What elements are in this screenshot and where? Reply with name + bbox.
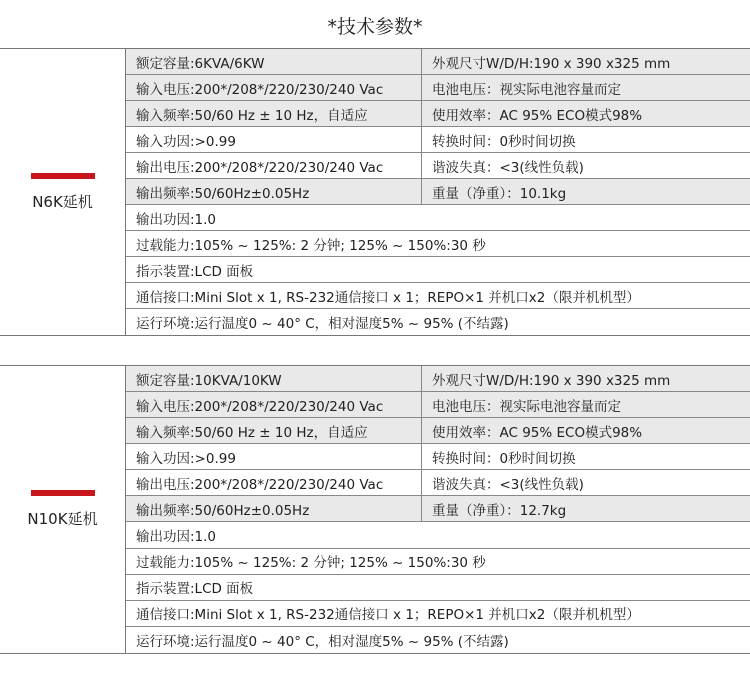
spec-row [126,179,750,205]
spec-row [126,575,750,601]
spec-row [126,309,750,335]
accent-bar [31,173,95,179]
spec-row [126,627,750,653]
spec-cell: 电池电压：视实际电池容量而定 [422,392,750,417]
spec-cell: 输入频率:50/60 Hz ± 10 Hz，自适应 [126,418,422,443]
spec-cell: 指示装置:LCD 面板 [136,581,254,598]
spec-grid [126,366,750,653]
spec-cell: 输入功因:>0.99 [126,127,422,152]
spec-row [126,366,750,392]
spec-table-n10k [0,365,750,654]
accent-bar [31,490,95,496]
spec-grid [126,49,750,335]
spec-cell: 外观尺寸W/D/H:190 x 390 x325 mm [422,49,750,74]
spec-row [126,205,750,231]
spec-row [126,127,750,153]
spec-cell: 指示装置:LCD 面板 [136,263,254,280]
spec-cell: 输出频率:50/60Hz±0.05Hz [126,496,422,521]
model-name: N10K延机 [27,510,98,528]
spec-cell: 转换时间：0秒时间切换 [432,450,576,467]
spec-cell: 额定容量:10KVA/10KW [126,366,422,391]
spec-cell: 输入电压:200*/208*/220/230/240 Vac [126,392,422,417]
spec-cell: 输出频率:50/60Hz±0.05Hz [126,179,422,204]
spec-cell: 额定容量:6KVA/6KW [126,49,422,74]
spec-cell: 通信接口:Mini Slot x 1, RS-232通信接口 x 1；REPO×1 并机口x2（限并机机型） [136,289,640,306]
model-label [0,366,126,653]
spec-row [126,470,750,496]
spec-row [126,392,750,418]
spec-row [126,49,750,75]
spec-cell: 输入功因:>0.99 [126,444,422,469]
page-title: *技术参数* [327,16,423,38]
spec-cell: 外观尺寸W/D/H:190 x 390 x325 mm [422,366,750,391]
spec-cell: 重量（净重）：12.7kg [422,496,750,521]
spec-cell: 通信接口:Mini Slot x 1, RS-232通信接口 x 1；REPO×1 并机口x2（限并机机型） [136,607,640,624]
spec-cell: 谐波失真：<3(线性负载) [432,159,584,176]
model-label [0,49,126,335]
spec-row [126,101,750,127]
spec-cell: 过载能力:105% ~ 125%: 2 分钟; 125% ~ 150%:30 秒 [136,237,486,254]
spec-row [126,522,750,548]
spec-row [126,153,750,179]
spec-cell: 重量（净重）：10.1kg [422,179,750,204]
spec-table-n6k [0,48,750,336]
spec-row [126,257,750,283]
spec-cell: 输入电压:200*/208*/220/230/240 Vac [126,75,422,100]
spec-cell: 输出功因:1.0 [136,529,217,545]
spec-cell: 运行环境:运行温度0 ~ 40° C，相对湿度5% ~ 95% (不结露) [136,316,509,332]
model-name: N6K延机 [32,192,93,211]
spec-row [126,549,750,575]
spec-cell: 输出电压:200*/208*/220/230/240 Vac [126,470,422,495]
spec-row [126,496,750,522]
spec-cell: 输入频率:50/60 Hz ± 10 Hz，自适应 [126,101,422,126]
spec-row [126,231,750,257]
spec-row [126,283,750,309]
spec-cell: 过载能力:105% ~ 125%: 2 分钟; 125% ~ 150%:30 秒 [136,555,486,572]
spec-cell: 输出电压:200*/208*/220/230/240 Vac [126,153,422,178]
spec-cell: 输出功因:1.0 [136,211,217,228]
spec-cell: 运行环境:运行温度0 ~ 40° C，相对湿度5% ~ 95% (不结露) [136,633,509,650]
spec-cell: 谐波失真：<3(线性负载) [432,476,584,493]
spec-cell: 使用效率：AC 95% ECO模式98% [422,418,750,443]
spec-cell: 转换时间：0秒时间切换 [432,133,576,150]
spec-row [126,601,750,627]
spec-cell: 使用效率：AC 95% ECO模式98% [422,101,750,126]
spec-cell: 电池电压：视实际电池容量而定 [422,75,750,100]
spec-row [126,444,750,470]
spec-row [126,75,750,101]
spec-row [126,418,750,444]
